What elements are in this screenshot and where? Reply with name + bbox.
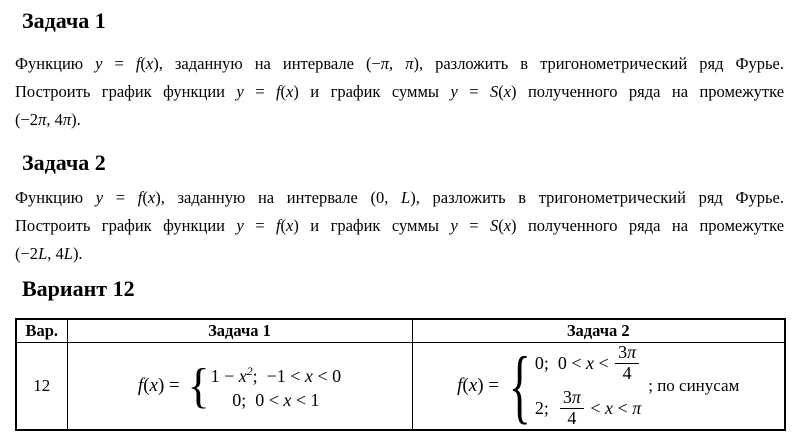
- text-segment: y: [450, 216, 458, 235]
- text-segment: <: [613, 397, 633, 418]
- text-segment: x: [283, 389, 292, 410]
- text-segment: π: [571, 386, 581, 407]
- text-segment: (: [142, 188, 148, 207]
- text-segment: ), заданную на интервале (−: [153, 54, 381, 73]
- text-segment: 0; 0 <: [534, 352, 586, 373]
- task1-heading: Задача 1: [22, 8, 106, 33]
- task1-paragraph: [15, 50, 784, 134]
- text-segment: f: [275, 82, 281, 101]
- text-segment: S: [489, 216, 499, 235]
- task1-formula-cell: [67, 343, 412, 430]
- text-segment: (: [280, 82, 287, 101]
- text-segment: ).: [71, 110, 81, 129]
- piecewise-cases: [535, 343, 641, 429]
- text-segment: 3: [562, 386, 572, 407]
- text-segment: 1 −: [210, 365, 239, 386]
- paragraph-line: [15, 240, 784, 268]
- case-line-1: [535, 343, 641, 384]
- text-segment: x: [503, 82, 512, 101]
- task2-formula: [457, 339, 740, 432]
- text-segment: f: [275, 216, 281, 235]
- text-segment: y: [95, 54, 103, 73]
- text-segment: 0; 0 <: [232, 389, 284, 410]
- paragraph-line: [15, 184, 784, 212]
- variant-table: [15, 318, 786, 431]
- text-segment: ), разложить в тригонометрический ряд Фурье.: [413, 54, 785, 73]
- case-line-1: [211, 360, 341, 388]
- text-segment: x: [145, 54, 154, 73]
- text-segment: , 4: [46, 110, 63, 129]
- text-segment: ) =: [157, 374, 185, 396]
- text-segment: L: [38, 244, 48, 263]
- case-text: [535, 353, 613, 374]
- text-segment: π: [632, 397, 642, 418]
- case-line-2: [211, 388, 341, 412]
- task2-formula-cell: [412, 339, 785, 432]
- text-segment: (: [498, 82, 504, 101]
- text-segment: y: [95, 188, 104, 207]
- text-segment: <: [585, 397, 606, 418]
- text-segment: Построить график функции: [15, 82, 237, 101]
- task2-heading: Задача 2: [22, 150, 106, 175]
- text-segment: f: [135, 54, 141, 73]
- text-segment: f: [137, 188, 143, 207]
- text-segment: =: [457, 82, 490, 101]
- case-text: [586, 398, 641, 419]
- text-segment: (: [462, 374, 469, 396]
- text-segment: π: [38, 110, 47, 129]
- text-segment: =: [102, 54, 136, 73]
- text-segment: <: [593, 352, 614, 373]
- text-segment: (−2: [15, 110, 39, 129]
- text-segment: y: [236, 216, 244, 235]
- text-segment: x: [503, 216, 512, 235]
- fraction: [615, 343, 639, 384]
- text-segment: x: [147, 188, 156, 207]
- formula-lhs: [138, 375, 185, 397]
- text-segment: < 1: [291, 389, 320, 410]
- text-segment: Построить график функции: [15, 216, 237, 235]
- text-segment: y: [236, 82, 244, 101]
- task1-formula: [138, 359, 341, 412]
- text-segment: Функцию: [15, 188, 96, 207]
- fraction-numerator: [560, 388, 584, 409]
- paragraph-line: [15, 50, 784, 78]
- formula-lhs: [457, 375, 504, 397]
- text-segment: < 0: [312, 365, 342, 386]
- text-segment: x: [149, 374, 158, 396]
- formula-note: ; по синусам: [648, 375, 740, 395]
- text-segment: =: [103, 188, 138, 207]
- text-segment: =: [243, 82, 276, 101]
- text-segment: ,: [389, 54, 406, 73]
- text-segment: ; −1 <: [252, 365, 305, 386]
- case-text: [535, 398, 558, 419]
- table-header-row: [16, 319, 785, 343]
- text-segment: π: [627, 342, 637, 362]
- text-segment: (: [498, 216, 504, 235]
- text-segment: ) полученного ряда на промежутке: [511, 216, 785, 235]
- text-segment: L: [401, 188, 411, 207]
- text-segment: =: [243, 216, 276, 235]
- text-segment: π: [405, 54, 414, 73]
- cases-brace: {: [508, 339, 531, 432]
- paragraph-line: [15, 212, 784, 240]
- paragraph-line: [15, 106, 784, 134]
- text-segment: (: [280, 216, 287, 235]
- piecewise-cases: [211, 360, 341, 412]
- text-segment: ) полученного ряда на промежутке: [511, 82, 785, 101]
- text-segment: (−2: [15, 244, 39, 263]
- text-segment: x: [238, 365, 247, 386]
- text-segment: f: [137, 374, 144, 396]
- text-segment: L: [63, 244, 73, 263]
- text-segment: x: [286, 82, 294, 101]
- table-data-row: [16, 343, 785, 430]
- text-segment: ) и график суммы: [293, 82, 451, 101]
- text-segment: ), заданную на интервале (0,: [155, 188, 402, 207]
- fraction-numerator: [615, 343, 639, 364]
- text-segment: (: [140, 54, 146, 73]
- text-segment: x: [468, 374, 478, 396]
- text-segment: 3: [618, 342, 628, 362]
- text-segment: ), разложить в тригонометрический ряд Фурье.: [410, 188, 784, 207]
- text-segment: f: [457, 374, 463, 396]
- variant-heading: Вариант 12: [22, 276, 135, 301]
- case-line-2: [535, 388, 641, 429]
- text-segment: π: [62, 110, 72, 129]
- text-segment: ).: [72, 244, 83, 263]
- col-header-task2: Задача 2: [412, 319, 785, 343]
- fraction: [560, 388, 584, 429]
- col-header-variant: Вар.: [16, 319, 67, 343]
- variant-number-cell: 12: [16, 343, 67, 430]
- fraction-denominator: 4: [622, 363, 632, 384]
- text-segment: 2: [246, 364, 253, 378]
- paragraph-line: [15, 78, 784, 106]
- cases-brace: {: [187, 359, 210, 413]
- text-segment: , 4: [47, 244, 64, 263]
- text-segment: S: [489, 82, 499, 101]
- text-segment: ) =: [477, 374, 504, 396]
- text-segment: x: [605, 397, 614, 418]
- text-segment: π: [380, 54, 390, 73]
- text-segment: 2;: [534, 397, 558, 418]
- text-segment: ) и график суммы: [293, 216, 451, 235]
- text-segment: x: [304, 365, 313, 386]
- text-segment: =: [457, 216, 490, 235]
- col-header-task1: Задача 1: [67, 319, 412, 343]
- text-segment: x: [585, 352, 594, 373]
- text-segment: (: [143, 374, 150, 396]
- text-segment: Функцию: [15, 54, 96, 73]
- text-segment: y: [450, 82, 458, 101]
- fraction-denominator: 4: [567, 408, 577, 429]
- text-segment: x: [286, 216, 294, 235]
- task2-paragraph: [15, 184, 784, 268]
